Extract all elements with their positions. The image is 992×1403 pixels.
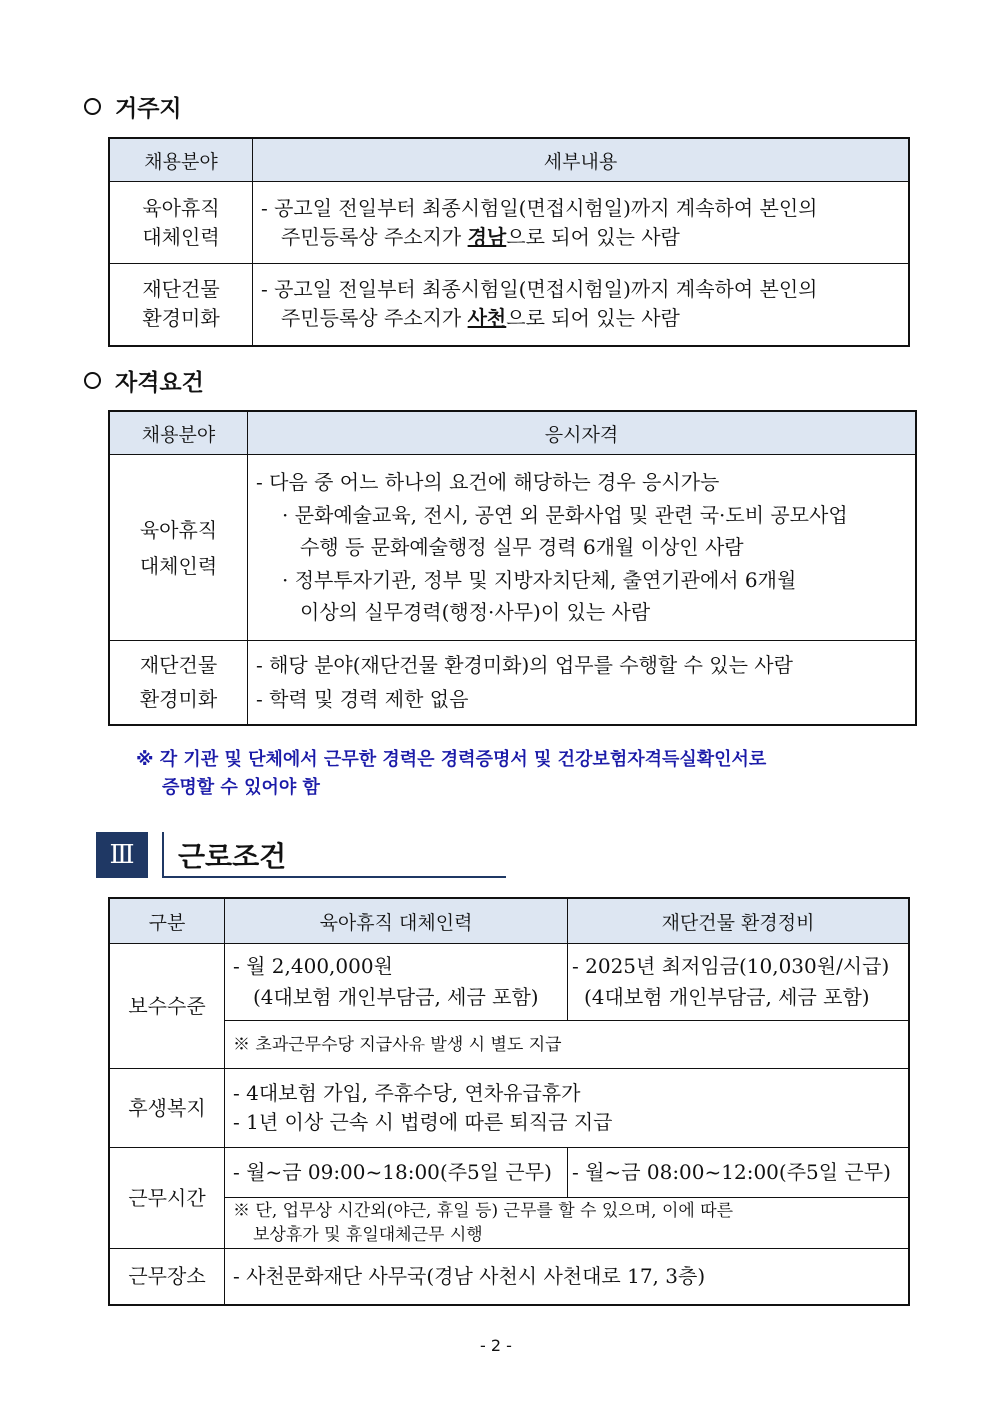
hours-cleaning: - 월~금 08:00~12:00(주5일 근무) <box>568 1148 910 1198</box>
residence-row2-detail: - 공고일 전일부터 최종시험일(면접시험일)까지 계속하여 본인의 주민등록상 주소지가 사천으로 되어 있는 사람 <box>253 264 910 346</box>
residence-row1-detail: - 공고일 전일부터 최종시험일(면접시험일)까지 계속하여 본인의 주민등록상 주소지가 경남으로 되어 있는 사람 <box>253 182 910 264</box>
table-row <box>109 1069 909 1148</box>
qualification-row2-detail: - 해당 분야(재단건물 환경미화)의 업무를 수행할 수 있는 사람 - 학력 및 경력 제한 없음 <box>248 641 917 725</box>
table-row <box>109 1249 909 1305</box>
chapter-title: 근로조건 <box>178 840 287 873</box>
table-row <box>109 182 909 264</box>
residence-title: 거주지 <box>115 96 182 122</box>
qualification-header-field: 채용분야 <box>109 411 248 455</box>
qualification-title: 자격요건 <box>115 370 204 396</box>
conditions-header-cleaning: 재단건물 환경정비 <box>568 898 910 944</box>
conditions-header-category: 구분 <box>109 898 225 944</box>
residence-heading <box>84 90 182 123</box>
residence-table <box>108 137 910 347</box>
table-row <box>109 944 909 1021</box>
pay-childcare: - 월 2,400,000원 (4대보험 개인부담금, 세금 포함) <box>225 944 568 1021</box>
table-row <box>109 1198 909 1249</box>
circle-bullet-icon <box>84 372 101 389</box>
place-detail: - 사천문화재단 사무국(경남 사천시 사천대로 17, 3층) <box>225 1249 910 1305</box>
conditions-header-childcare: 육아휴직 대체인력 <box>225 898 568 944</box>
hours-note: ※ 단, 업무상 시간외(야근, 휴일 등) 근무를 할 수 있으며, 이에 따른 보상휴가 및 휴일대체근무 시행 <box>225 1198 910 1249</box>
pay-label: 보수수준 <box>109 944 225 1069</box>
qualification-row1-detail: - 다음 중 어느 하나의 요건에 해당하는 경우 응시가능 · 문화예술교육, 전시, 공연 외 문화사업 및 관련 국·도비 공모사업 수행 등 문화예술행정 실무 경력 6개월 이상인 사람 · 정부투자기관, 정부 및 지방자치단체, 출연기관에서 6개월 이상의 실무경력(행정·사무)이 있는 사람 <box>248 455 917 641</box>
chapter-underline <box>164 876 506 878</box>
table-row <box>109 264 909 346</box>
chapter-divider <box>162 832 164 878</box>
residence-header-field: 채용분야 <box>109 138 253 182</box>
table-row <box>109 455 916 641</box>
table-row <box>109 1148 909 1198</box>
hours-label: 근무시간 <box>109 1148 225 1249</box>
career-proof-note: ※ 각 기관 및 단체에서 근무한 경력은 경력증명서 및 건강보험자격득실확인서로 증명할 수 있어야 함 <box>136 749 767 798</box>
residence-row1-category: 육아휴직 대체인력 <box>109 182 253 264</box>
qualification-heading <box>84 364 204 397</box>
qualification-table <box>108 410 917 726</box>
residence-header-detail: 세부내용 <box>253 138 910 182</box>
qualification-row1-category: 육아휴직 대체인력 <box>109 455 248 641</box>
qualification-header-detail: 응시자격 <box>248 411 917 455</box>
table-row <box>109 641 916 725</box>
pay-cleaning: - 2025년 최저임금(10,030원/시급) (4대보험 개인부담금, 세금 포함) <box>568 944 910 1021</box>
hours-childcare: - 월~금 09:00~18:00(주5일 근무) <box>225 1148 568 1198</box>
page-number: - 2 - <box>480 1336 512 1355</box>
place-label: 근무장소 <box>109 1249 225 1305</box>
conditions-table <box>108 897 910 1306</box>
table-row <box>109 1021 909 1069</box>
qualification-row2-category: 재단건물 환경미화 <box>109 641 248 725</box>
residence-row2-category: 재단건물 환경미화 <box>109 264 253 346</box>
welfare-label: 후생복지 <box>109 1069 225 1148</box>
pay-note: ※ 초과근무수당 지급사유 발생 시 별도 지급 <box>225 1021 910 1069</box>
chapter-heading <box>96 832 286 878</box>
circle-bullet-icon <box>84 98 101 115</box>
chapter-number: Ⅲ <box>96 832 148 878</box>
welfare-detail: - 4대보험 가입, 주휴수당, 연차유급휴가 - 1년 이상 근속 시 법령에 따른 퇴직금 지급 <box>225 1069 910 1148</box>
